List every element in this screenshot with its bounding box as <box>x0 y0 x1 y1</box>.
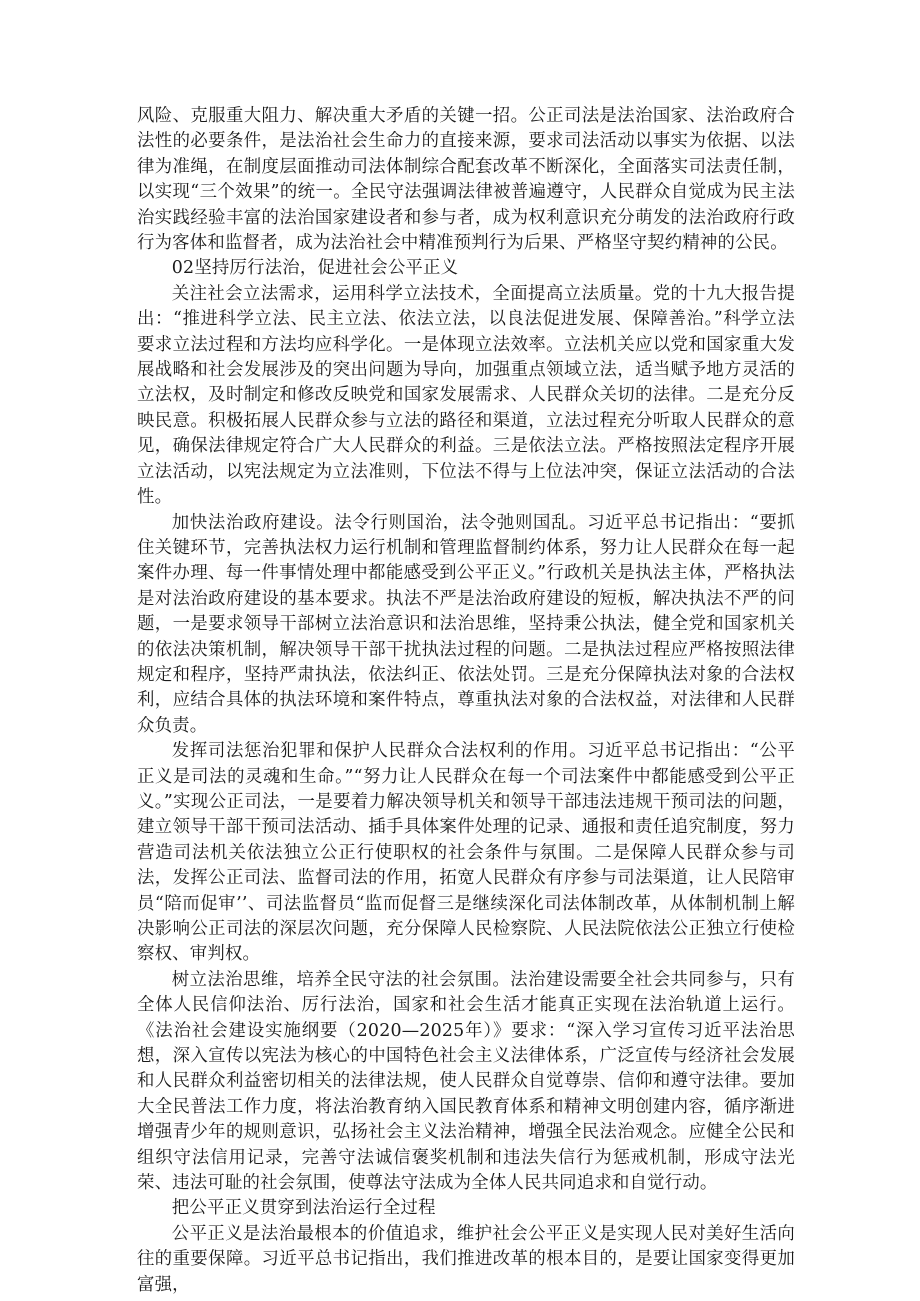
paragraph-law-government: 加快法治政府建设。法令行则国治，法令弛则国乱。习近平总书记指出：“要抓住关键环节，完善执法权力运行机制和管理监督制约体系，努力让人民群众在每一起案件办理、每一件事情处理中都能感受到公平正义。”行政机关是执法主体，严格执法是对法治政府建设的基本要求。执法不严是法治政府建设的短板，解决执法不严的问题，一是要求领导干部树立法治意识和法治思维，坚持秉公执法，健全党和国家机关的依法决策机制，解决领导干部干扰执法过程的问题。二是执法过程应严格按照法律规定和程序，坚持严肃执法，依法纠正、依法处罚。三是充分保障执法对象的合法权利，应结合具体的执法环境和案件特点，尊重执法对象的合法权益，对法律和人民群众负责。 <box>137 512 795 736</box>
paragraph-legislation: 关注社会立法需求，运用科学立法技术，全面提高立法质量。党的十九大报告提出：“推进科学立法、民主立法、依法立法，以良法促进发展、保障善治。”科学立法要求立法过程和方法均应科学化。一是体现立法效率。立法机关应以党和国家重大发展战略和社会发展涉及的突出问题为导向，加强重点领域立法，适当赋予地方灵活的立法权，及时制定和修改反映党和国家发展需求、人民群众关切的法律。二是充分反映民意。积极拓展人民群众参与立法的路径和渠道，立法过程充分听取人民群众的意见，确保法律规定符合广大人民群众的利益。三是依法立法。严格按照法定程序开展立法活动，以宪法规定为立法准则，下位法不得与上位法冲突，保证立法活动的合法性。 <box>137 283 795 508</box>
paragraph-rule-of-law-thinking: 树立法治思维，培养全民守法的社会氛围。法治建设需要全社会共同参与，只有全体人民信仰法治、厉行法治，国家和社会生活才能真正实现在法治轨道上运行。《法治社会建设实施纲要（2020—2025年）》要求：“深入学习宣传习近平法治思想，深入宣传以宪法为核心的中国特色社会主义法律体系，广泛宣传与经济社会发展和人民群众利益密切相关的法律法规，使人民群众自觉尊崇、信仰和遵守法律。要加大全民普法工作力度，将法治教育纳入国民教育体系和精神文明创建内容，循序渐进增强青少年的规则意识，弘扬社会主义法治精神，增强全民法治观念。应健全公民和组织守法信用记录，完善守法诚信褒奖机制和违法失信行为惩戒机制，形成守法光荣、违法可耻的社会氛围，使尊法守法成为全体人民共同追求和自觉行动。 <box>137 969 795 1194</box>
section-heading-02: 02坚持厉行法治，促进社会公平正义 <box>171 258 459 279</box>
paragraph-judiciary: 发挥司法惩治犯罪和保护人民群众合法权利的作用。习近平总书记指出：“公平正义是司法的灵魂和生命。”“努力让人民群众在每一个司法案件中都能感受到公平正义。”实现公正司法，一是要着力解决领导机关和领导干部违法违规干预司法的问题，建立领导干部干预司法活动、插手具体案件处理的记录、通报和责任追究制度，努力营造司法机关依法独立公正行使职权的社会条件与氛围。二是保障人民群众参与司法，发挥公正司法、监督司法的作用，拓宽人民群众有序参与司法渠道，让人民陪审员“陪而促审’’、司法监督员“监而促督三是继续深化司法体制改革，从体制机制上解决影响公正司法的深层次问题，充分保障人民检察院、人民法院依法公正独立行使检察权、审判权。 <box>137 741 795 965</box>
paragraph-fairness-justice: 公平正义是法治最根本的价值追求，维护社会公平正义是实现人民对美好生活向往的重要保障。习近平总书记指出，我们推进改革的根本目的，是要让国家变得更加富强， <box>137 1223 795 1295</box>
document-page <box>137 104 795 1298</box>
section-heading-fairness: 把公平正义贯穿到法治运行全过程 <box>171 1198 436 1219</box>
paragraph-continuation: 风险、克服重大阻力、解决重大矛盾的关键一招。公正司法是法治国家、法治政府合法性的必要条件，是法治社会生命力的直接来源，要求司法活动以事实为依据、以法律为准绳，在制度层面推动司法体制综合配套改革不断深化，全面落实司法责任制，以实现“三个效果”的统一。全民守法强调法律被普遍遵守，人民群众自觉成为民主法治实践经验丰富的法治国家建设者和参与者，成为权利意识充分萌发的法治政府行政行为客体和监督者，成为法治社会中精准预判行为后果、严格坚守契约精神的公民。 <box>137 106 795 254</box>
